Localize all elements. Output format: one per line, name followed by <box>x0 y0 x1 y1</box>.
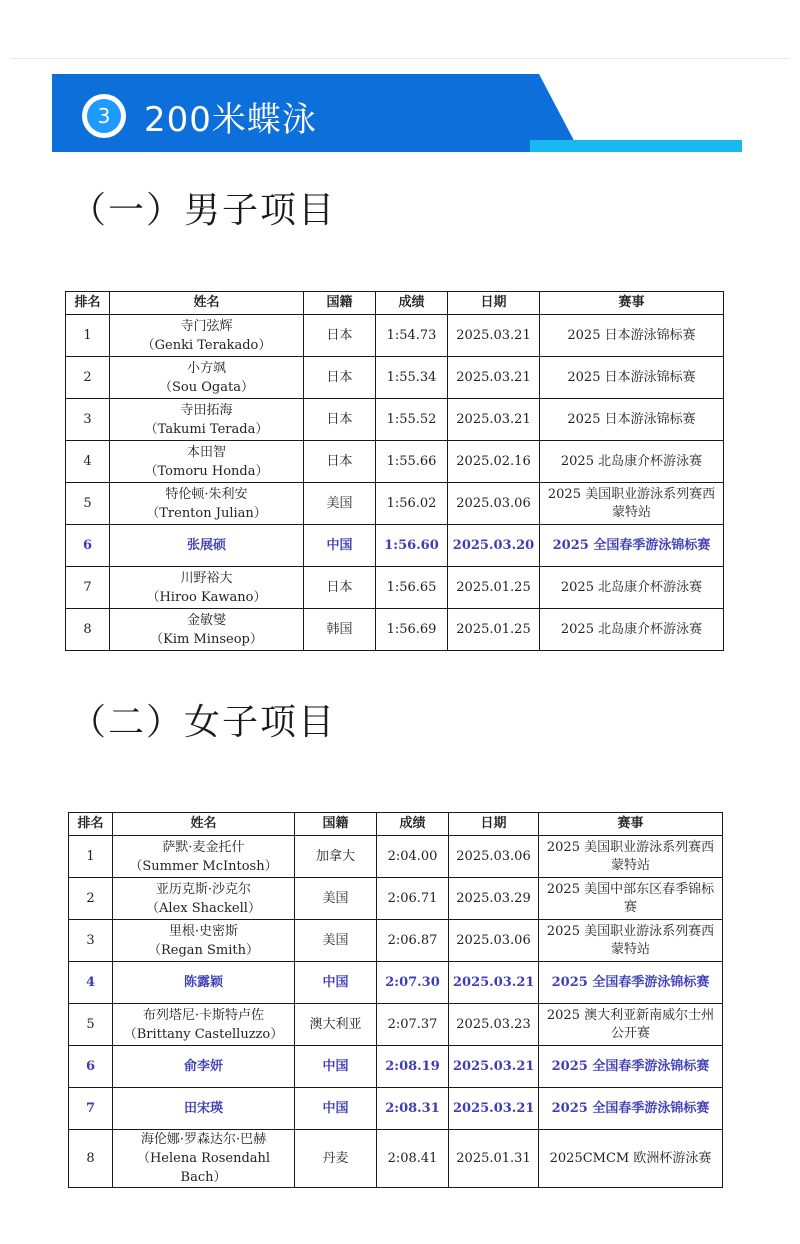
header-nation: 国籍 <box>304 292 376 315</box>
rank-cell: 5 <box>69 1004 113 1046</box>
nation-cell: 韩国 <box>304 609 376 651</box>
rank-cell: 1 <box>69 836 113 878</box>
table-row <box>69 878 723 920</box>
nation-cell: 日本 <box>304 315 376 357</box>
athlete-name-cell <box>113 1088 295 1130</box>
table-row <box>69 1046 723 1088</box>
table-row <box>69 1004 723 1046</box>
time-cell: 1:55.34 <box>376 357 448 399</box>
nation-cell: 美国 <box>295 878 377 920</box>
athlete-name-chinese: 川野裕大 <box>180 570 233 586</box>
athlete-name-english: （Helena Rosendahl Bach） <box>136 1151 271 1185</box>
nation-cell: 澳大利亚 <box>295 1004 377 1046</box>
date-cell: 2025.01.25 <box>448 567 540 609</box>
athlete-name-english: （Trenton Julian） <box>146 505 267 521</box>
time-cell: 1:56.02 <box>376 483 448 525</box>
athlete-name-chinese: 海伦娜·罗森达尔·巴赫 <box>140 1132 267 1147</box>
section-number: 3 <box>87 99 121 133</box>
nation-cell: 中国 <box>304 525 376 567</box>
time-cell: 2:06.87 <box>377 920 449 962</box>
event-cell: 2025 全国春季游泳锦标赛 <box>540 525 724 567</box>
athlete-name-chinese: 寺田拓海 <box>180 402 233 418</box>
women-heading: （二）女子项目 <box>70 702 337 743</box>
athlete-name-chinese: 小方飒 <box>186 360 226 376</box>
nation-cell: 加拿大 <box>295 836 377 878</box>
nation-cell: 日本 <box>304 399 376 441</box>
athlete-name-english: （Genki Terakado） <box>141 337 272 353</box>
table-row <box>66 399 724 441</box>
date-cell: 2025.03.20 <box>448 525 540 567</box>
nation-cell: 丹麦 <box>295 1130 377 1188</box>
header-date: 日期 <box>449 813 539 836</box>
rank-cell: 4 <box>66 441 110 483</box>
event-cell: 2025 美国中部东区春季锦标赛 <box>539 878 723 920</box>
rank-cell: 8 <box>66 609 110 651</box>
event-cell: 2025 美国职业游泳系列赛西蒙特站 <box>539 836 723 878</box>
table-row <box>66 357 724 399</box>
athlete-name-english: （Brittany Castelluzzo） <box>123 1026 284 1042</box>
header-event: 赛事 <box>539 813 723 836</box>
nation-cell: 中国 <box>295 1088 377 1130</box>
header-nation: 国籍 <box>295 813 377 836</box>
time-cell: 2:07.30 <box>377 962 449 1004</box>
section-number-badge <box>82 94 126 138</box>
date-cell: 2025.03.23 <box>449 1004 539 1046</box>
event-cell: 2025 全国春季游泳锦标赛 <box>539 1088 723 1130</box>
time-cell: 2:06.71 <box>377 878 449 920</box>
date-cell: 2025.01.31 <box>449 1130 539 1188</box>
time-cell: 2:08.19 <box>377 1046 449 1088</box>
table-row <box>69 920 723 962</box>
header-name: 姓名 <box>113 813 295 836</box>
rank-cell: 7 <box>69 1088 113 1130</box>
athlete-name-chinese: 陈露颖 <box>183 975 223 990</box>
athlete-name-chinese: 寺门弦辉 <box>180 318 233 334</box>
rank-cell: 4 <box>69 962 113 1004</box>
athlete-name-cell <box>113 962 295 1004</box>
athlete-name-cell <box>110 315 304 357</box>
rank-cell: 2 <box>69 878 113 920</box>
rank-cell: 2 <box>66 357 110 399</box>
athlete-name-cell <box>110 441 304 483</box>
date-cell: 2025.03.21 <box>449 1046 539 1088</box>
rank-cell: 6 <box>69 1046 113 1088</box>
date-cell: 2025.03.06 <box>448 483 540 525</box>
time-cell: 1:56.65 <box>376 567 448 609</box>
section-banner <box>52 74 742 154</box>
rank-cell: 3 <box>66 399 110 441</box>
table-header-row <box>66 292 724 315</box>
nation-cell: 中国 <box>295 962 377 1004</box>
event-cell: 2025 北岛康介杯游泳赛 <box>540 441 724 483</box>
athlete-name-cell <box>113 1046 295 1088</box>
date-cell: 2025.03.29 <box>449 878 539 920</box>
women-results-table <box>68 812 723 1188</box>
time-cell: 2:07.37 <box>377 1004 449 1046</box>
time-cell: 2:08.41 <box>377 1130 449 1188</box>
nation-cell: 美国 <box>304 483 376 525</box>
table-row <box>66 609 724 651</box>
time-cell: 1:56.60 <box>376 525 448 567</box>
header-rank: 排名 <box>69 813 113 836</box>
athlete-name-cell <box>113 878 295 920</box>
time-cell: 1:56.69 <box>376 609 448 651</box>
athlete-name-chinese: 俞李妍 <box>183 1059 223 1074</box>
athlete-name-chinese: 布列塔尼·卡斯特卢佐 <box>142 1007 265 1023</box>
athlete-name-english: （Tomoru Honda） <box>144 463 269 479</box>
athlete-name-english: （Sou Ogata） <box>159 379 254 395</box>
athlete-name-cell <box>110 567 304 609</box>
athlete-name-english: （Alex Shackell） <box>146 900 261 916</box>
header-time: 成绩 <box>377 813 449 836</box>
event-cell: 2025 北岛康介杯游泳赛 <box>540 567 724 609</box>
header-name: 姓名 <box>110 292 304 315</box>
date-cell: 2025.03.21 <box>448 357 540 399</box>
event-cell: 2025CMCM 欧洲杯游泳赛 <box>539 1130 723 1188</box>
athlete-name-cell <box>110 483 304 525</box>
top-divider <box>10 58 790 59</box>
time-cell: 2:04.00 <box>377 836 449 878</box>
header-event: 赛事 <box>540 292 724 315</box>
time-cell: 2:08.31 <box>377 1088 449 1130</box>
athlete-name-cell <box>113 1004 295 1046</box>
event-cell: 2025 美国职业游泳系列赛西蒙特站 <box>540 483 724 525</box>
nation-cell: 美国 <box>295 920 377 962</box>
athlete-name-english: （Hiroo Kawano） <box>146 589 267 605</box>
rank-cell: 7 <box>66 567 110 609</box>
athlete-name-cell <box>110 609 304 651</box>
date-cell: 2025.03.21 <box>448 315 540 357</box>
nation-cell: 中国 <box>295 1046 377 1088</box>
rank-cell: 1 <box>66 315 110 357</box>
athlete-name-chinese: 本田智 <box>186 444 226 460</box>
table-row <box>69 1088 723 1130</box>
event-cell: 2025 日本游泳锦标赛 <box>540 357 724 399</box>
athlete-name-cell <box>113 836 295 878</box>
athlete-name-cell <box>110 525 304 567</box>
event-cell: 2025 日本游泳锦标赛 <box>540 399 724 441</box>
athlete-name-cell <box>110 399 304 441</box>
table-row <box>66 441 724 483</box>
event-cell: 2025 美国职业游泳系列赛西蒙特站 <box>539 920 723 962</box>
athlete-name-cell <box>113 920 295 962</box>
athlete-name-cell <box>110 357 304 399</box>
time-cell: 1:54.73 <box>376 315 448 357</box>
event-cell: 2025 全国春季游泳锦标赛 <box>539 962 723 1004</box>
table-row <box>69 836 723 878</box>
table-row <box>66 525 724 567</box>
men-heading: （一）男子项目 <box>70 190 337 231</box>
date-cell: 2025.01.25 <box>448 609 540 651</box>
date-cell: 2025.03.06 <box>449 836 539 878</box>
athlete-name-cell <box>113 1130 295 1188</box>
athlete-name-chinese: 亚历克斯·沙克尔 <box>155 881 252 897</box>
rank-cell: 6 <box>66 525 110 567</box>
header-date: 日期 <box>448 292 540 315</box>
athlete-name-chinese: 金敏燮 <box>186 612 226 628</box>
rank-cell: 3 <box>69 920 113 962</box>
table-row <box>66 567 724 609</box>
athlete-name-chinese: 张展硕 <box>186 538 226 553</box>
banner-title: 200米蝶泳 <box>144 100 317 140</box>
event-cell: 2025 全国春季游泳锦标赛 <box>539 1046 723 1088</box>
athlete-name-chinese: 田宋瑛 <box>183 1101 223 1116</box>
time-cell: 1:55.66 <box>376 441 448 483</box>
men-results-table <box>65 291 724 651</box>
athlete-name-chinese: 特伦顿·朱利安 <box>165 486 248 502</box>
date-cell: 2025.03.06 <box>449 920 539 962</box>
date-cell: 2025.02.16 <box>448 441 540 483</box>
athlete-name-chinese: 里根·史密斯 <box>168 923 239 939</box>
date-cell: 2025.03.21 <box>449 962 539 1004</box>
banner-light-stripe <box>530 140 742 152</box>
nation-cell: 日本 <box>304 357 376 399</box>
rank-cell: 8 <box>69 1130 113 1188</box>
event-cell: 2025 日本游泳锦标赛 <box>540 315 724 357</box>
time-cell: 1:55.52 <box>376 399 448 441</box>
athlete-name-english: （Kim Minseop） <box>150 631 263 647</box>
rank-cell: 5 <box>66 483 110 525</box>
nation-cell: 日本 <box>304 567 376 609</box>
event-cell: 2025 澳大利亚新南威尔士州公开赛 <box>539 1004 723 1046</box>
table-header-row <box>69 813 723 836</box>
athlete-name-english: （Takumi Terada） <box>144 421 269 437</box>
nation-cell: 日本 <box>304 441 376 483</box>
header-rank: 排名 <box>66 292 110 315</box>
table-row <box>66 315 724 357</box>
table-row <box>69 1130 723 1188</box>
athlete-name-chinese: 萨默·麦金托什 <box>162 839 245 855</box>
date-cell: 2025.03.21 <box>448 399 540 441</box>
athlete-name-english: （Summer McIntosh） <box>129 858 278 874</box>
header-time: 成绩 <box>376 292 448 315</box>
table-row <box>69 962 723 1004</box>
table-row <box>66 483 724 525</box>
event-cell: 2025 北岛康介杯游泳赛 <box>540 609 724 651</box>
athlete-name-english: （Regan Smith） <box>147 942 260 958</box>
date-cell: 2025.03.21 <box>449 1088 539 1130</box>
